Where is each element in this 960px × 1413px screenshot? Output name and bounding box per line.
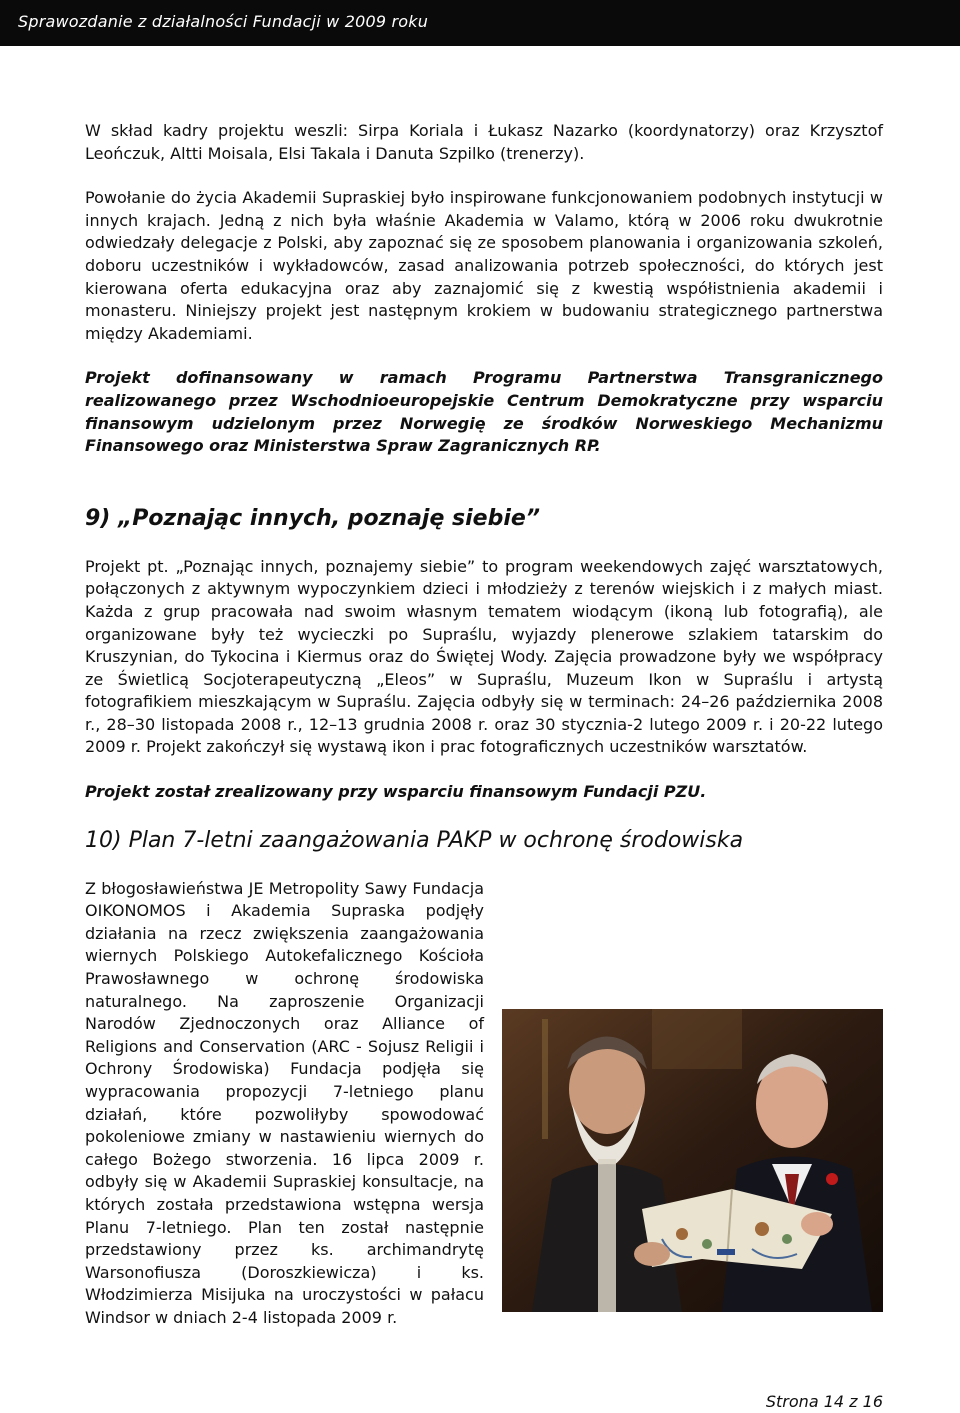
paragraph-project-9: Projekt pt. „Poznając innych, poznajemy siebie” to program weekendowych zajęć warsztatowych, połączonych z aktywnym wypoczynkiem dzieci i młodzieży z terenów wiejskich i z małych miast. Każda z grup pracowała nad swoim własnym tematem wiodącym (ikoną lub fotografią), ale organizowane były też wycieczki po Supraślu, wyjazdy plenerowe szlakiem tatarskim do Kruszynian, do Tykocina i Kiermus oraz do Świętej Wody. Zajęcia prowadzone były we współpracy ze Świetlicą Socjoterapeutyczną „Eleos” w Supraślu, Muzeum Ikon w Supraślu i artystą fotografikiem mieszkającym w Supraślu. Zajęcia odbyły się w terminach: 24–26 października 2008 r., 28–30 listopada 2008 r., 12–13 grudnia 2008 r. oraz 30 stycznia-2 lutego 2009 r. i 20-22 lutego 2009 r. Projekt zakończył się wystawą ikon i prac fotograficznych uczestników warsztatów. xyxy=(85,556,883,757)
header-title: Sprawozdanie z działalności Fundacji w 2009 roku xyxy=(18,12,429,31)
section-heading-10: 10) Plan 7-letni zaangażowania PAKP w ochronę środowiska xyxy=(85,827,744,853)
document-header xyxy=(0,0,960,46)
paragraph-funding-note: Projekt dofinansowany w ramach Programu Partnerstwa Transgranicznego realizowanego przez Wschodnioeuropejskie Centrum Demokratyczne przy wsparciu finansowym udzielonym przez Norwegię ze środków Norweskiego Mechanizmu Finansowego oraz Ministerstwa Spraw Zagranicznych RP. xyxy=(85,368,883,456)
paragraph-plan-7: Z błogosławieństwa JE Metropolity Sawy Fundacja OIKONOMOS i Akademia Supraska podjęły działania na rzecz zwiększenia zaangażowania wiernych Polskiego Autokefalicznego Kościoła Prawosławnego w ochronę środowiska naturalnego. Na zaproszenie Organizacji Narodów Zjednoczonych oraz Alliance of Religions and Conservation (ARC - Sojusz Religii i Ochrony Środowiska) Fundacja podjęła się wypracowania propozycji 7-letniego planu działań, które pozwoliłyby spowodować pokoleniowe zmiany w nastawieniu wiernych do całego Bożego stworzenia. 16 lipca 2009 r. odbyły się w Akademii Supraskiej konsultacje, na których została przedstawiona wstępna wersja Planu 7-letniego. Plan ten został następnie przedstawiony przez ks. archimandrytę Warsonofiusza (Doroszkiewicza) i ks. Włodzimierza Misijuka na uroczystości w pałacu Windsor w dniach 2-4 listopada 2009 r. xyxy=(85,878,484,1327)
page-number: Strona 14 z 16 xyxy=(765,1392,883,1411)
page-content xyxy=(85,120,883,1330)
photo-image xyxy=(502,1009,883,1312)
photo-two-men-with-booklet xyxy=(502,1009,883,1312)
paragraph-pzu-note: Projekt został zrealizowany przy wsparciu finansowym Fundacji PZU. xyxy=(85,782,707,802)
section-heading-9: 9) „Poznając innych, poznaję siebie” xyxy=(85,505,540,531)
paragraph-team: W skład kadry projektu weszli: Sirpa Koriala i Łukasz Nazarko (koordynatorzy) oraz Krzysztof Leończuk, Altti Moisala, Elsi Takala i Danuta Szpilko (trenerzy). xyxy=(85,121,883,163)
paragraph-academy: Powołanie do życia Akademii Supraskiej było inspirowane funkcjonowaniem podobnych instytucji w innych krajach. Jedną z nich była właśnie Akademia w Valamo, którą w 2006 roku dwukrotnie odwiedzały delegacje z Polski, aby zapoznać się ze sposobem planowania i organizowania szkoleń, doboru uczestników i wykładowców, zasad analizowania potrzeb społeczności, do których jest kierowana oferta edukacyjna oraz aby zaznajomić się z kwestią współistnienia akademii i monasteru. Niniejszy projekt jest następnym krokiem w budowaniu strategicznego partnerstwa między Akademiami. xyxy=(85,188,883,343)
